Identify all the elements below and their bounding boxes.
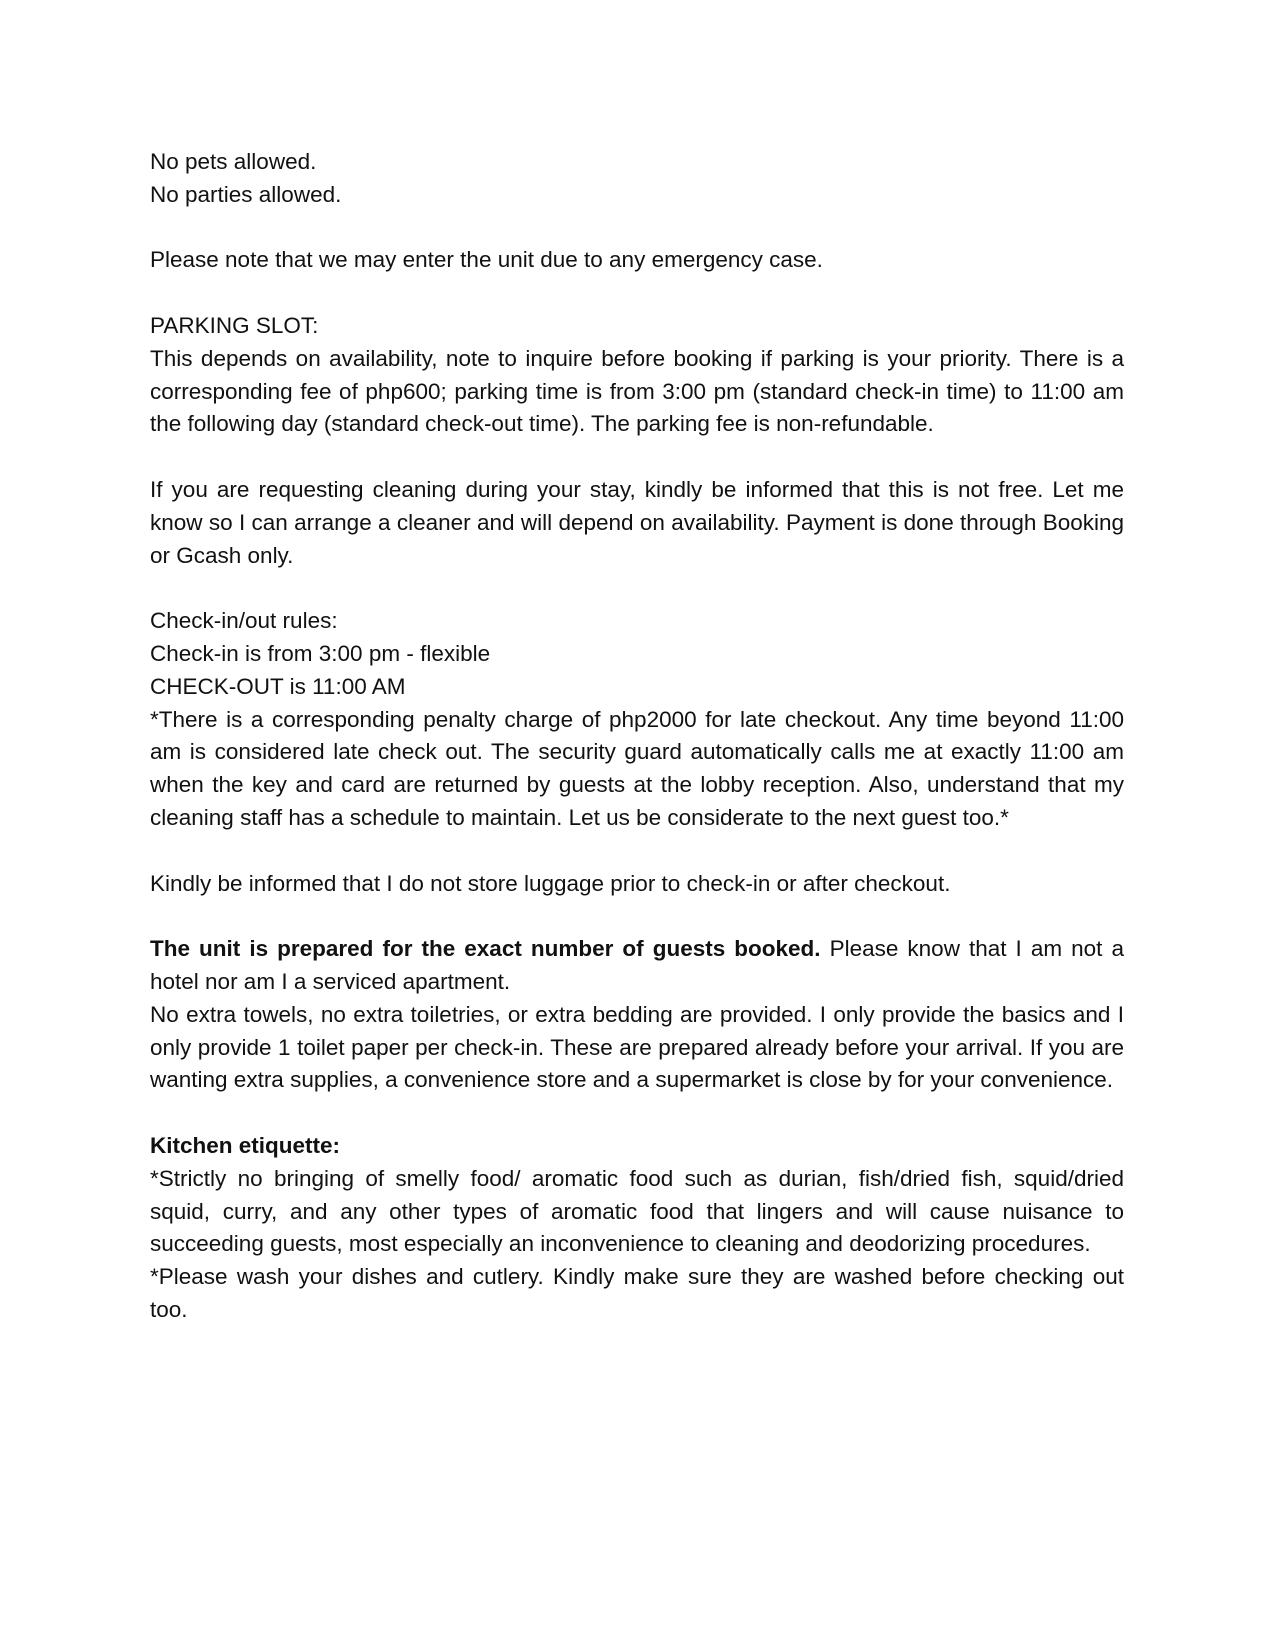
- spacer: [150, 900, 1124, 933]
- kitchen-heading: Kitchen etiquette:: [150, 1132, 341, 1158]
- dishes-rule: *Please wash your dishes and cutlery. Kindly make sure they are washed before checking out too.: [150, 1264, 1124, 1322]
- late-checkout-penalty: *There is a corresponding penalty charge of php2000 for late checkout. Any time beyond 11:00 am is considered late check out. The security guard automatically calls me at exactly 11:00 am when the key and card are returned by guests at the lobby reception. Also, understand that my cleaning staff has a schedule to maintain. Let us be considerate to the next guest too.*: [150, 706, 1124, 830]
- luggage-note: Kindly be informed that I do not store luggage prior to check-in or after checkout.: [150, 870, 951, 896]
- emergency-note: Please note that we may enter the unit due to any emergency case.: [150, 247, 823, 273]
- checkin-heading: Check-in/out rules:: [150, 608, 338, 634]
- checkin-time: Check-in is from 3:00 pm - flexible: [150, 640, 491, 666]
- house-rules-document: [150, 146, 1124, 1327]
- no-parties-rule: No parties allowed.: [150, 181, 342, 207]
- unit-preparation-paragraph: [150, 933, 1124, 999]
- smelly-food-rule: *Strictly no bringing of smelly food/ aromatic food such as durian, fish/dried fish, squid/dried squid, curry, and any other types of aromatic food that lingers and will cause nuisance to succeeding guests, most especially an inconvenience to cleaning and deodorizing procedures.: [150, 1165, 1124, 1257]
- unit-preparation-bold-lead: The unit is prepared for the exact number of guests booked.: [150, 936, 821, 962]
- checkout-time: CHECK-OUT is 11:00 AM: [150, 673, 406, 699]
- spacer: [150, 1097, 1124, 1130]
- parking-heading: PARKING SLOT:: [150, 312, 319, 338]
- no-pets-rule: No pets allowed.: [150, 149, 317, 174]
- spacer: [150, 277, 1124, 310]
- parking-paragraph: This depends on availability, note to inquire before booking if parking is your priority. There is a corresponding fee of php600; parking time is from 3:00 pm (standard check-in time) to 11:00 am the following day (standard check-out time). The parking fee is non-refundable.: [150, 345, 1124, 437]
- unit-preparation-rest: Please know that I am not a hotel nor am I a serviced apartment.: [150, 936, 1124, 994]
- spacer: [150, 441, 1124, 474]
- spacer: [150, 572, 1124, 605]
- supplies-paragraph: No extra towels, no extra toiletries, or extra bedding are provided. I only provide the basics and I only provide 1 toilet paper per check-in. These are prepared already before your arrival. If you are wanting extra supplies, a convenience store and a supermarket is close by for your convenience.: [150, 1001, 1124, 1093]
- cleaning-paragraph: If you are requesting cleaning during your stay, kindly be informed that this is not free. Let me know so I can arrange a cleaner and will depend on availability. Payment is done through Booking or Gcash only.: [150, 476, 1124, 568]
- spacer: [150, 212, 1124, 245]
- spacer: [150, 835, 1124, 868]
